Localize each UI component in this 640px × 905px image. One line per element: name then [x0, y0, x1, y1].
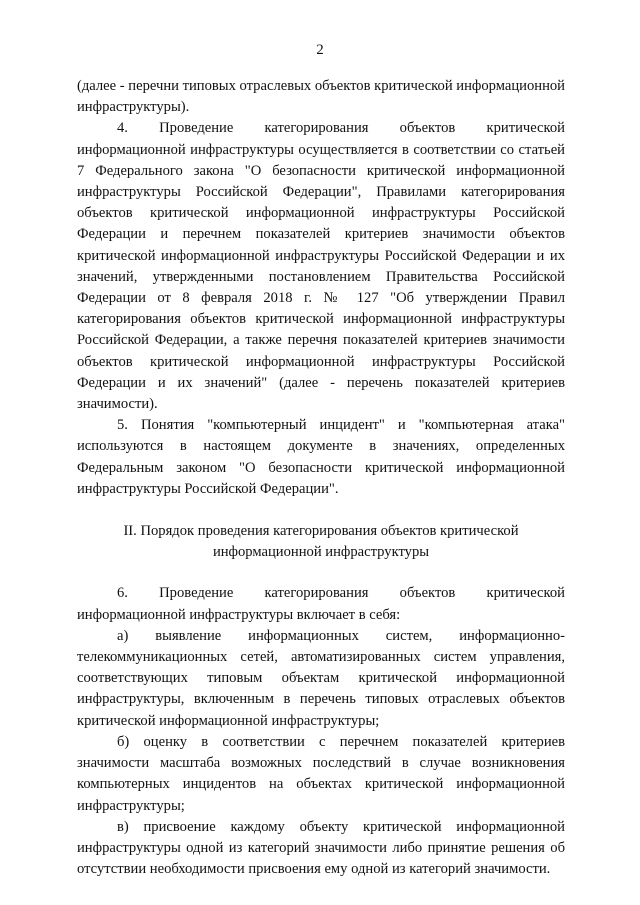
page-number: 2 — [316, 42, 324, 58]
section-heading-line-1: II. Порядок проведения категорирования объектов критической — [123, 523, 519, 540]
paragraph-continuation: (далее - перечни типовых отраслевых объектов критической информационной инфраструктуры). — [77, 78, 565, 116]
paragraph-item-6: 6. Проведение категорирования объектов критической информационной инфраструктуры включает в себя: — [77, 585, 565, 623]
paragraph-item-5: 5. Понятия "компьютерный инцидент" и "компьютерная атака" используются в настоящем документе в значениях, определенных Федеральным законом "О безопасности критической информационной инфраструктуры Российской Федерации". — [77, 417, 565, 497]
document-body — [77, 76, 565, 880]
section-heading-line-2: информационной инфраструктуры — [212, 544, 430, 561]
paragraph-subitem-a: а) выявление информационных систем, информационно-телекоммуникационных сетей, автоматизированных систем управления, соответствующих типовым объектам критической информационной инфраструктуры, включенным в перечень типовых отраслевых объектов критической информационной инфраструктуры; — [77, 627, 565, 729]
paragraph-subitem-v: в) присвоение каждому объекту критической информационной инфраструктуры одной из категорий значимости либо принятие решения об отсутствии необходимости присвоения ему одной из категорий значимости. — [77, 818, 565, 878]
paragraph-subitem-b: б) оценку в соответствии с перечнем показателей критериев значимости масштаба возможных последствий в случае возникновения компьютерных инцидентов на объектах критической информационной инфраструктуры; — [77, 733, 565, 814]
section-heading — [77, 521, 565, 563]
paragraph-item-4: 4. Проведение категорирования объектов критической информационной инфраструктуры осуществляется в соответствии со статьей 7 Федерального закона "О безопасности критической информационной инфраструктуры Российской Федерации", Правилами категорирования объектов критической информационной инфраструктуры Российской Федерации и перечнем показателей критериев значимости объектов критической информационной инфраструктуры Российской Федерации и их значений, утвержденными постановлением Правительства Российской Федерации от 8 февраля 2018 г. № 127 "Об утверждении Правил категорирования объектов критической информационной инфраструктуры Российской Федерации, а также перечня показателей критериев значимости объектов критической информационной инфраструктуры Российской Федерации и их значений" (далее - перечень показателей критериев значимости). — [77, 120, 565, 413]
